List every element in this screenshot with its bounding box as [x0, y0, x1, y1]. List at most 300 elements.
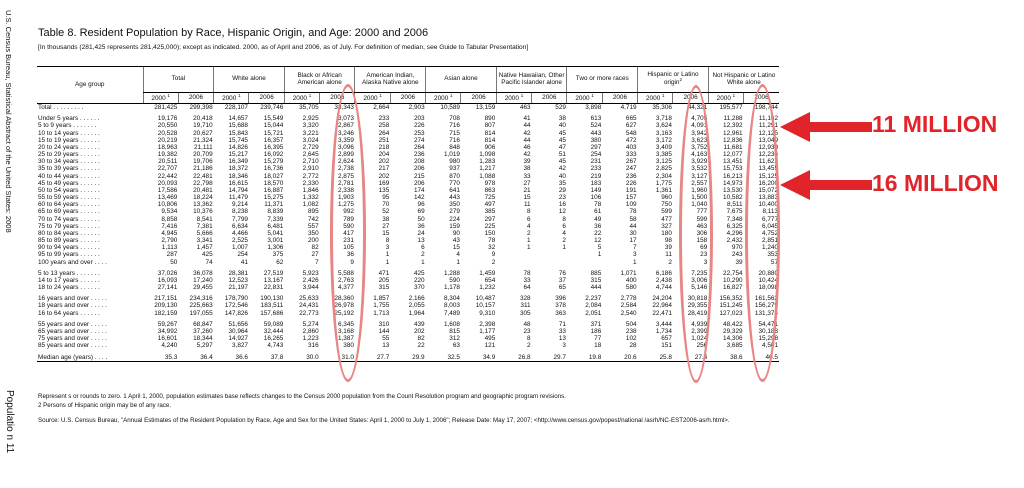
- table-cell: 20,627: [193, 129, 213, 137]
- table-cell: 233: [378, 115, 390, 123]
- table-cell: 25,633: [299, 295, 319, 303]
- table-cell: 78: [594, 201, 602, 209]
- table-cell: 236: [413, 151, 425, 159]
- table-row: [37, 342, 779, 349]
- table-cell: 15,217: [228, 151, 248, 159]
- table-row: [37, 251, 779, 258]
- table-cell: 16,615: [228, 179, 248, 187]
- table-cell: 1,361: [655, 186, 672, 194]
- table-cell: 2,860: [302, 327, 319, 335]
- table-cell: 970: [731, 244, 743, 252]
- table-cell: 6,045: [762, 222, 778, 230]
- highlight-oval-hispanic-2006: [679, 85, 713, 383]
- table-cell: 11,479: [228, 194, 248, 202]
- table-cell: 657: [661, 335, 672, 343]
- table-cell: 202: [378, 172, 390, 180]
- table-cell: 10,589: [440, 104, 460, 111]
- table-cell: 228,107: [224, 104, 248, 111]
- table-cell: 251: [378, 136, 390, 144]
- table-cell: 3,623: [691, 136, 708, 144]
- table-cell: 190,130: [260, 295, 284, 303]
- table-cell: 895: [307, 208, 319, 216]
- table-cell: 49: [594, 215, 602, 223]
- table-cell: 144: [378, 327, 390, 335]
- table-cell: 198,744: [754, 104, 778, 111]
- table-cell: 16,357: [263, 136, 284, 144]
- table-cell: 82: [311, 244, 319, 252]
- table-cell: 5: [597, 244, 602, 252]
- table-cell: 178,790: [224, 295, 248, 303]
- highlight-oval-black-2006: [330, 84, 366, 382]
- table-cell: 9: [491, 251, 496, 259]
- table-cell: 52: [382, 208, 390, 216]
- table-cell: 327: [661, 222, 672, 230]
- group-header: Black or African American alone: [284, 67, 355, 93]
- table-cell: 9,310: [479, 309, 496, 317]
- table-cell: 13,159: [475, 104, 496, 111]
- table-cell: 463: [696, 222, 708, 230]
- table-cell: 78: [523, 269, 531, 277]
- year-header: 2000 $^1$: [426, 93, 461, 104]
- table-cell: 32.5: [426, 354, 461, 362]
- table-cell: 7,339: [267, 215, 284, 223]
- table-cell: 980: [449, 158, 460, 166]
- table-cell: 258: [378, 122, 390, 130]
- table-cell: 815: [449, 327, 460, 335]
- table-cell: 529: [555, 104, 566, 111]
- table-cell: 16,887: [263, 186, 284, 194]
- table-cell: 885: [590, 269, 602, 277]
- table-cell: 151,245: [719, 302, 743, 310]
- table-cell: 2,867: [337, 122, 354, 130]
- table-cell: 2,432: [726, 237, 743, 245]
- table-cell: 158: [696, 237, 708, 245]
- table-cell: 44: [629, 222, 637, 230]
- table-cell: 14,973: [723, 179, 743, 187]
- table-cell: 12: [594, 237, 602, 245]
- row-label: 20 to 24 years . . . . . .: [38, 143, 100, 151]
- group-header: Total: [143, 67, 214, 93]
- table-cell: 38: [558, 115, 566, 123]
- table-cell: 16,213: [723, 172, 743, 180]
- table-cell: 3,409: [655, 143, 672, 151]
- table-cell: 2,540: [620, 309, 637, 317]
- row-label: 60 to 64 years . . . . . .: [38, 201, 100, 209]
- year-header: 2006: [744, 93, 779, 104]
- row-label: 45 to 49 years . . . . . .: [38, 179, 100, 187]
- table-cell: 36: [417, 222, 425, 230]
- table-cell: 371: [590, 320, 602, 328]
- table-cell: 36.6: [214, 354, 249, 362]
- table-cell: 29.9: [390, 354, 425, 362]
- year-header: 2000 $^1$: [214, 93, 249, 104]
- year-header: 2006: [532, 93, 567, 104]
- table-cell: 12,961: [723, 129, 743, 137]
- table-cell: 1,332: [302, 194, 319, 202]
- table-cell: 21,197: [228, 284, 248, 292]
- table-row: [37, 328, 779, 335]
- table-cell: 3,624: [655, 122, 672, 130]
- table-row: [37, 187, 779, 194]
- table-cell: 29.7: [532, 354, 567, 362]
- table-cell: 19,176: [157, 115, 178, 123]
- table-row: [37, 354, 779, 362]
- row-label: 35 to 39 years . . . . . .: [38, 165, 100, 173]
- table-cell: 38: [382, 215, 390, 223]
- table-cell: 1,217: [479, 165, 496, 173]
- table-cell: 147,826: [224, 309, 248, 317]
- table-cell: 159: [449, 222, 460, 230]
- table-cell: 7,381: [196, 222, 213, 230]
- table-cell: 236: [625, 172, 637, 180]
- table-cell: 6,345: [337, 320, 354, 328]
- table-cell: 2,304: [655, 172, 672, 180]
- table-cell: 4,091: [691, 122, 708, 130]
- table-cell: 937: [449, 165, 460, 173]
- row-label: 55 years and over . . . . .: [38, 320, 107, 328]
- table-cell: 715: [449, 129, 460, 137]
- table-cell: 37.8: [249, 354, 284, 362]
- table-cell: 20,880: [758, 269, 778, 277]
- table-cell: 495: [484, 335, 496, 343]
- table-cell: 380: [590, 136, 602, 144]
- table-cell: 1,113: [161, 244, 178, 252]
- table-cell: 8,839: [267, 208, 284, 216]
- table-cell: 4,705: [691, 115, 708, 123]
- table-cell: 156,279: [754, 302, 778, 310]
- table-cell: 3: [562, 342, 566, 350]
- row-label: 80 to 84 years . . . . . .: [38, 229, 100, 237]
- table-cell: 8: [527, 208, 531, 216]
- table-cell: 254: [590, 151, 602, 159]
- table-title: Table 8. Resident Population by Race, Hispanic Origin, and Age: 2000 and 2006: [38, 27, 429, 39]
- table-cell: 69: [700, 244, 708, 252]
- table-cell: 14,927: [228, 335, 248, 343]
- table-cell: 54,471: [758, 320, 778, 328]
- table-cell: 29,355: [687, 302, 708, 310]
- table-cell: 3,532: [691, 165, 708, 173]
- table-cell: 7,235: [691, 269, 708, 277]
- table-cell: 77: [594, 335, 602, 343]
- table-cell: 217,151: [154, 295, 178, 303]
- table-cell: 3,073: [337, 115, 354, 123]
- table-cell: 1,098: [479, 151, 496, 159]
- table-cell: 15,125: [758, 172, 778, 180]
- table-cell: 19.8: [567, 354, 602, 362]
- table-cell: 131,374: [754, 309, 778, 317]
- table-cell: 471: [378, 269, 390, 277]
- footnote-2: 2 Persons of Hispanic origin may be of any race.: [38, 401, 172, 409]
- year-header: 2000 $^1$: [496, 93, 531, 104]
- table-row: [37, 230, 779, 237]
- table-cell: 3,246: [337, 129, 354, 137]
- table-cell: 814: [484, 129, 496, 137]
- table-cell: 2,790: [161, 237, 178, 245]
- table-cell: 16,265: [263, 335, 284, 343]
- table-cell: 96: [417, 201, 425, 209]
- table-cell: 36,078: [193, 269, 213, 277]
- table-cell: 22,831: [263, 284, 284, 292]
- table-cell: 38: [523, 165, 531, 173]
- table-cell: 472: [625, 136, 637, 144]
- row-label: 90 to 94 years . . . . . .: [38, 244, 100, 252]
- table-row: [37, 104, 779, 112]
- table-cell: 3,320: [302, 122, 319, 130]
- table-cell: 4,744: [655, 284, 672, 292]
- table-cell: [496, 259, 531, 266]
- table-cell: 11: [665, 251, 672, 259]
- table-cell: 39: [664, 244, 672, 252]
- table-cell: 2: [421, 251, 425, 259]
- table-cell: 1: [385, 258, 390, 266]
- table-cell: 264: [378, 129, 390, 137]
- table-cell: 2,772: [302, 172, 319, 180]
- table-cell: 34.9: [461, 354, 496, 362]
- table-cell: 6: [527, 215, 531, 223]
- row-label: 40 to 44 years . . . . . .: [38, 172, 100, 180]
- table-cell: 3,024: [302, 136, 319, 144]
- table-cell: 48: [523, 320, 531, 328]
- table-cell: 22,707: [157, 165, 178, 173]
- table-cell: 1,713: [373, 309, 390, 317]
- highlight-oval-nonhispanic-2006: [745, 84, 780, 382]
- table-cell: 403: [625, 143, 637, 151]
- table-cell: 20,550: [157, 122, 178, 130]
- table-cell: 42: [523, 151, 531, 159]
- table-cell: 3,942: [691, 129, 708, 137]
- table-cell: 2,398: [479, 320, 496, 328]
- table-cell: 2,781: [337, 179, 354, 187]
- table-cell: 3,827: [231, 342, 248, 350]
- table-cell: 5,274: [302, 320, 319, 328]
- table-cell: 19,382: [157, 151, 178, 159]
- table-cell: 6,481: [267, 222, 284, 230]
- table-cell: 890: [484, 115, 496, 123]
- table-cell: 247: [625, 165, 637, 173]
- table-cell: 590: [343, 222, 354, 230]
- table-cell: 1,608: [443, 320, 460, 328]
- table-row: [37, 223, 779, 230]
- table-cell: 13,883: [758, 194, 778, 202]
- table-cell: 15,753: [723, 165, 743, 173]
- running-head: U.S. Census Bureau, Statistical Abstract of the United States: 2008: [4, 10, 13, 233]
- table-cell: 253: [413, 129, 425, 137]
- table-cell: 231: [590, 158, 602, 166]
- table-row: [37, 237, 779, 244]
- table-cell: 613: [590, 115, 602, 123]
- table-cell: 2,875: [337, 172, 354, 180]
- table-cell: 15,044: [263, 122, 284, 130]
- table-cell: 18,570: [263, 179, 284, 187]
- table-cell: 43: [452, 237, 460, 245]
- table-cell: 10,487: [475, 295, 496, 303]
- table-cell: 32: [488, 244, 496, 252]
- table-cell: 243: [731, 251, 743, 259]
- table-cell: 1: [385, 251, 390, 259]
- table-cell: 3: [385, 244, 390, 252]
- table-cell: 215: [413, 172, 425, 180]
- table-cell: 1: [633, 258, 637, 266]
- table-cell: 524: [590, 122, 602, 130]
- table-cell: 281,425: [154, 104, 178, 111]
- table-cell: 44: [523, 136, 531, 144]
- table-cell: 8,858: [161, 215, 178, 223]
- table-cell: 35: [558, 179, 566, 187]
- table-cell: 55: [382, 335, 390, 343]
- table-cell: 315: [378, 284, 390, 292]
- table-cell: 3,221: [302, 129, 319, 137]
- table-cell: 172,546: [224, 302, 248, 310]
- table-cell: 33: [523, 172, 531, 180]
- table-cell: 15: [452, 244, 460, 252]
- table-cell: 1,288: [443, 269, 460, 277]
- table-cell: 789: [343, 215, 354, 223]
- table-cell: 4,240: [161, 342, 178, 350]
- table-cell: 3,001: [267, 237, 284, 245]
- row-label: 16 years and over . . . . .: [38, 295, 107, 303]
- table-cell: 1,240: [762, 244, 778, 252]
- table-cell: 225: [484, 222, 496, 230]
- table-cell: 26.8: [496, 354, 531, 362]
- table-cell: 33: [558, 327, 566, 335]
- table-cell: 2,055: [408, 302, 425, 310]
- table-cell: 3,006: [691, 276, 708, 284]
- table-cell: 30,964: [228, 327, 248, 335]
- table-cell: 315: [590, 276, 602, 284]
- group-header: Two or more races: [567, 67, 638, 93]
- table-cell: 22,964: [652, 302, 672, 310]
- table-cell: 150: [484, 229, 496, 237]
- table-cell: 15,721: [263, 129, 284, 137]
- table-cell: 333: [625, 151, 637, 159]
- table-row: [37, 137, 779, 144]
- table-cell: 305: [519, 309, 531, 317]
- year-header: 2000 $^1$: [708, 93, 743, 104]
- table-cell: 3,944: [302, 284, 319, 292]
- table-cell: 4,743: [267, 342, 284, 350]
- table-cell: 20,093: [157, 179, 178, 187]
- table-cell: 37,026: [157, 269, 178, 277]
- table-cell: 15,745: [228, 136, 248, 144]
- table-row: [37, 302, 779, 309]
- table-cell: 12,836: [723, 136, 743, 144]
- table-cell: 750: [661, 201, 672, 209]
- table-cell: 2,645: [302, 151, 319, 159]
- arrow-icon: [780, 168, 872, 202]
- callout-16-million: 16 MILLION: [872, 170, 999, 196]
- table-cell: 978: [484, 179, 496, 187]
- table-cell: 186: [590, 327, 602, 335]
- row-label: 5 to 9 years . . . . . . .: [38, 122, 97, 130]
- table-cell: 14,657: [228, 115, 248, 123]
- footnote-1: Represent s or rounds to zero. 1 April 1, 2000, population estimates base reflects changes to the Census 2000 population from the Count Resolution program and geographic program revisions.: [38, 393, 566, 400]
- table-cell: 24,431: [299, 302, 319, 310]
- table-cell: 69: [417, 208, 425, 216]
- table-cell: 2: [527, 342, 531, 350]
- table-cell: 218: [378, 143, 390, 151]
- table-cell: 2,778: [620, 295, 637, 303]
- source-note: Source: U.S. Census Bureau, "Annual Estimates of the Resident Population by Race, Age and Sex for the United States: April 1, 2000 to July 1, 2006"; Release Date: May 17, 2007; <http://www.census.gov/popest/national /asrh/NC-EST2006-asrh.html>.: [38, 416, 730, 424]
- table-cell: 2,710: [302, 158, 319, 166]
- table-cell: 18,346: [228, 172, 248, 180]
- table-cell: 63: [452, 342, 460, 350]
- table-cell: 4,719: [620, 104, 637, 111]
- table-cell: 18,344: [193, 335, 213, 343]
- table-cell: 3,685: [726, 342, 743, 350]
- table-cell: 231: [343, 237, 354, 245]
- table-cell: 6: [421, 244, 425, 252]
- table-cell: 195,577: [719, 104, 743, 111]
- table-cell: 76: [558, 269, 566, 277]
- table-cell: 770: [449, 179, 460, 187]
- table-cell: 6,186: [655, 269, 672, 277]
- table-cell: 8,113: [762, 208, 778, 216]
- table-cell: 37,260: [193, 327, 213, 335]
- table-cell: 2: [668, 258, 672, 266]
- table-cell: 7,799: [231, 215, 248, 223]
- table-cell: 363: [555, 309, 566, 317]
- table-cell: 17,586: [157, 186, 178, 194]
- table-cell: 13,049: [758, 136, 778, 144]
- table-cell: 24,204: [652, 295, 672, 303]
- table-cell: 8,511: [727, 201, 743, 209]
- table-row: [37, 277, 779, 284]
- table-cell: 13,167: [263, 276, 284, 284]
- table-cell: 47: [558, 143, 566, 151]
- group-header: American Indian, Alaska Native alone: [355, 67, 426, 93]
- table-cell: 3,718: [655, 115, 672, 123]
- footnotes: [38, 393, 778, 426]
- table-cell: 599: [661, 208, 672, 216]
- table-cell: 64: [523, 284, 531, 292]
- table-cell: 4: [456, 251, 460, 259]
- table-cell: 641: [449, 186, 460, 194]
- table-cell: 21,111: [194, 143, 213, 151]
- table-cell: 2: [491, 258, 496, 266]
- table-cell: 44,321: [687, 104, 708, 111]
- table-cell: 33: [523, 276, 531, 284]
- table-cell: 206: [413, 179, 425, 187]
- table-cell: 233: [590, 165, 602, 173]
- table-cell: 8: [385, 237, 390, 245]
- table-cell: 6,777: [762, 215, 778, 223]
- table-cell: 41: [240, 258, 248, 266]
- table-cell: 15,843: [228, 129, 248, 137]
- table-cell: 807: [484, 122, 496, 130]
- table-cell: 3,125: [655, 158, 672, 166]
- section-label: Populatio n 11: [4, 390, 15, 454]
- table-cell: 3: [703, 258, 708, 266]
- table-cell: 9,534: [161, 208, 178, 216]
- table-cell: 306: [696, 229, 708, 237]
- year-header: 2000 $^1$: [143, 93, 178, 104]
- table-cell: 71: [558, 320, 566, 328]
- table-cell: 328: [519, 295, 531, 303]
- table-cell: 725: [484, 194, 496, 202]
- table-cell: 208: [413, 158, 425, 166]
- table-cell: 29: [558, 186, 566, 194]
- table-cell: 1,306: [267, 244, 284, 252]
- table-cell: 39: [523, 158, 531, 166]
- table-cell: 15,072: [758, 186, 778, 194]
- table-cell: 2,525: [231, 237, 248, 245]
- table-cell: 443: [590, 129, 602, 137]
- table-cell: 1,903: [337, 194, 354, 202]
- table-cell: 12,523: [228, 276, 248, 284]
- table-cell: 42: [558, 165, 566, 173]
- table-cell: 742: [307, 215, 319, 223]
- table-cell: 353: [767, 251, 778, 259]
